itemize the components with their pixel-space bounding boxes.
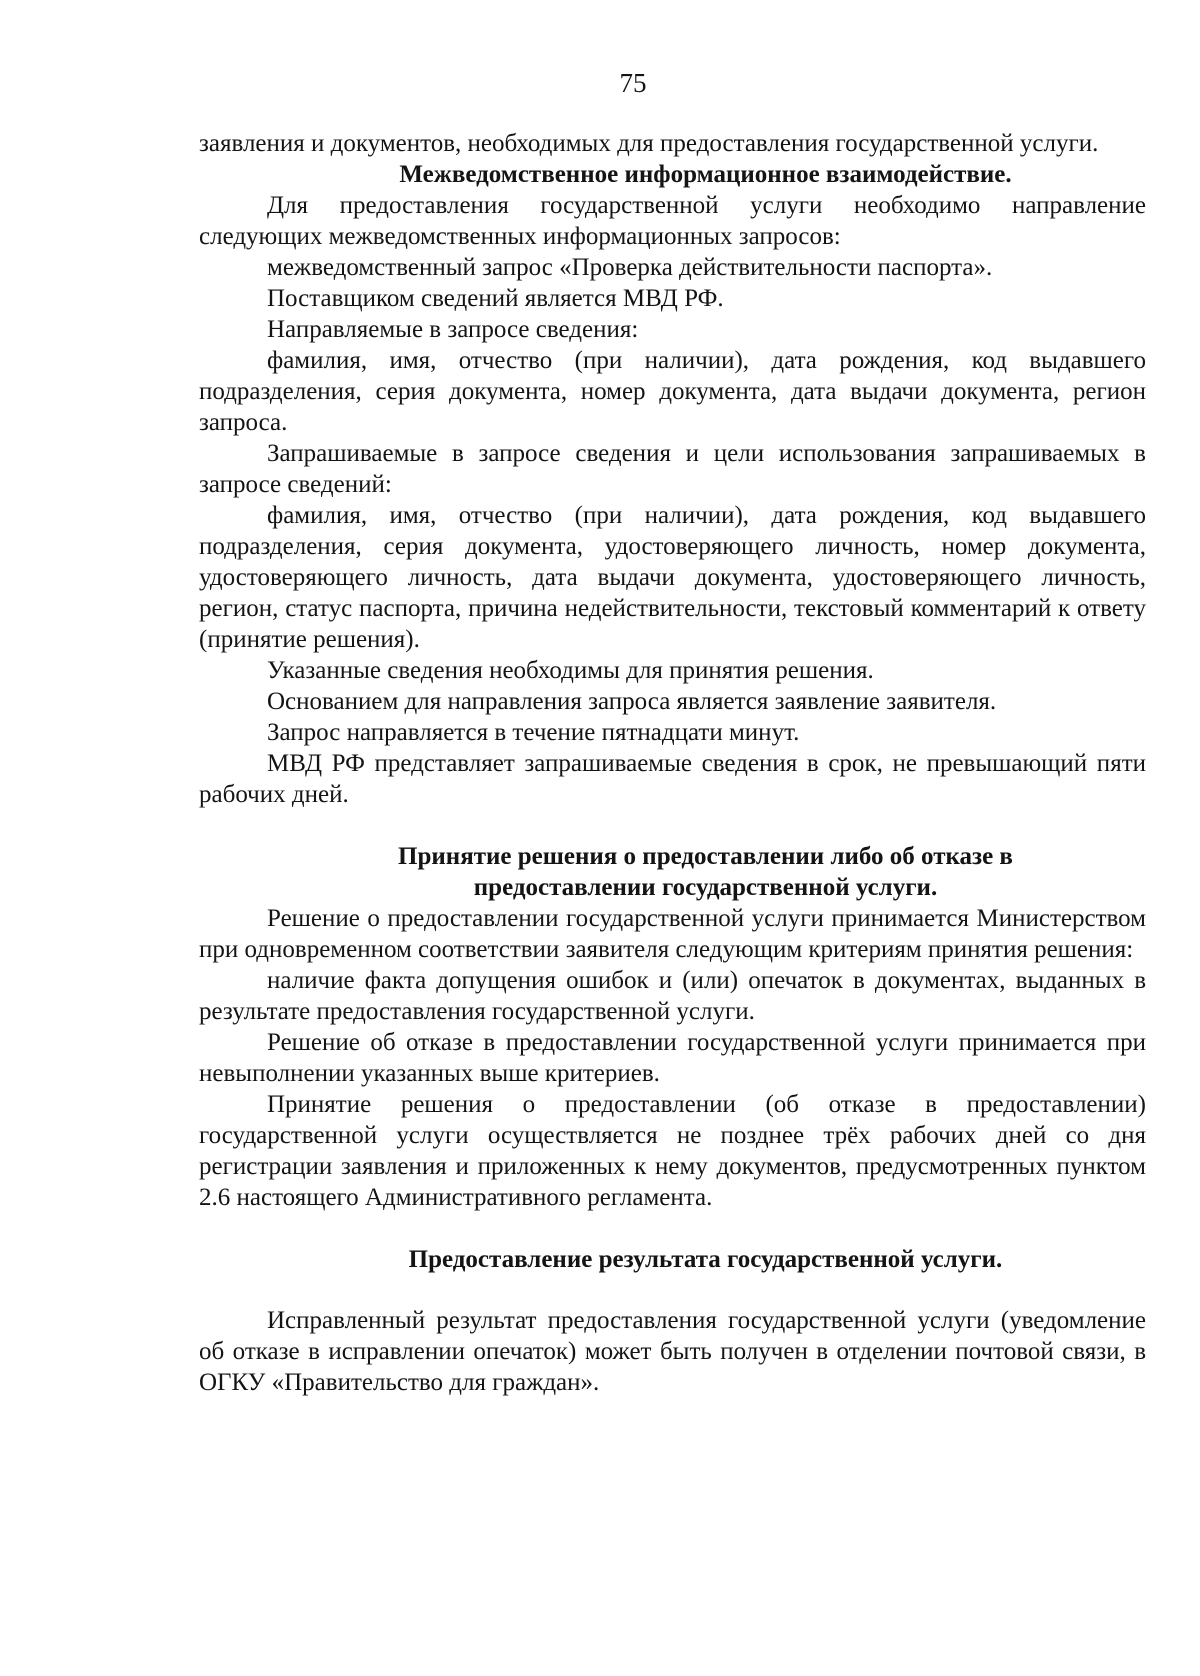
paragraph: Запрос направляется в течение пятнадцати минут.: [267, 719, 800, 746]
paragraph: фамилия, имя, отчество (при наличии), дата рождения, код выдавшего подразделения, серия документа, номер документа, дата выдачи документа, регион запроса.: [199, 347, 1146, 436]
paragraph: Принятие решения о предоставлении (об отказе в предоставлении) государственной услуги осуществляется не позднее трёх рабочих дней со дня регистрации заявления и приложенных к нему документов, предусмотренных пунктом 2.6 настоящего Административного регламента.: [199, 1091, 1146, 1211]
section-heading-interagency: Межведомственное информационное взаимодействие.: [399, 161, 1012, 188]
paragraph: Решение о предоставлении государственной услуги принимается Министерством при одновременном соответствии заявителя следующим критериям принятия решения:: [199, 905, 1146, 963]
paragraph: фамилия, имя, отчество (при наличии), дата рождения, код выдавшего подразделения, серия документа, удостоверяющего личность, номер документа, удостоверяющего личность, дата выдачи документа, удостоверяющего личность, регион, статус паспорта, причина недействительности, текстовый комментарий к ответу (принятие решения).: [199, 502, 1146, 653]
paragraph: МВД РФ представляет запрашиваемые сведения в срок, не превышающий пяти рабочих дней.: [199, 750, 1146, 808]
paragraph: Поставщиком сведений является МВД РФ.: [267, 285, 724, 312]
document-body: [199, 128, 1146, 1398]
page-number: 75: [619, 68, 647, 98]
section-heading-decision-line-1: Принятие решения о предоставлении либо об отказе в: [398, 843, 1013, 870]
paragraph: межведомственный запрос «Проверка действительности паспорта».: [267, 254, 993, 281]
paragraph: Основанием для направления запроса является заявление заявителя.: [267, 688, 997, 715]
paragraph: Направляемые в запросе сведения:: [267, 316, 639, 343]
paragraph: Для предоставления государственной услуги необходимо направление следующих межведомственных информационных запросов:: [199, 192, 1146, 250]
paragraph: наличие факта допущения ошибок и (или) опечаток в документах, выданных в результате предоставления государственной услуги.: [199, 967, 1146, 1025]
section-heading-decision-line-2: предоставлении государственной услуги.: [473, 874, 938, 901]
paragraph: Указанные сведения необходимы для принятия решения.: [267, 657, 874, 684]
paragraph: Решение об отказе в предоставлении государственной услуги принимается при невыполнении указанных выше критериев.: [199, 1029, 1146, 1087]
paragraph: заявления и документов, необходимых для предоставления государственной услуги.: [199, 130, 1099, 157]
paragraph: Запрашиваемые в запросе сведения и цели использования запрашиваемых в запросе сведений:: [199, 440, 1146, 498]
paragraph: Исправленный результат предоставления государственной услуги (уведомление об отказе в исправлении опечаток) может быть получен в отделении почтовой связи, в ОГКУ «Правительство для граждан».: [199, 1307, 1146, 1396]
section-heading-result: Предоставление результата государственной услуги.: [408, 1246, 1003, 1273]
